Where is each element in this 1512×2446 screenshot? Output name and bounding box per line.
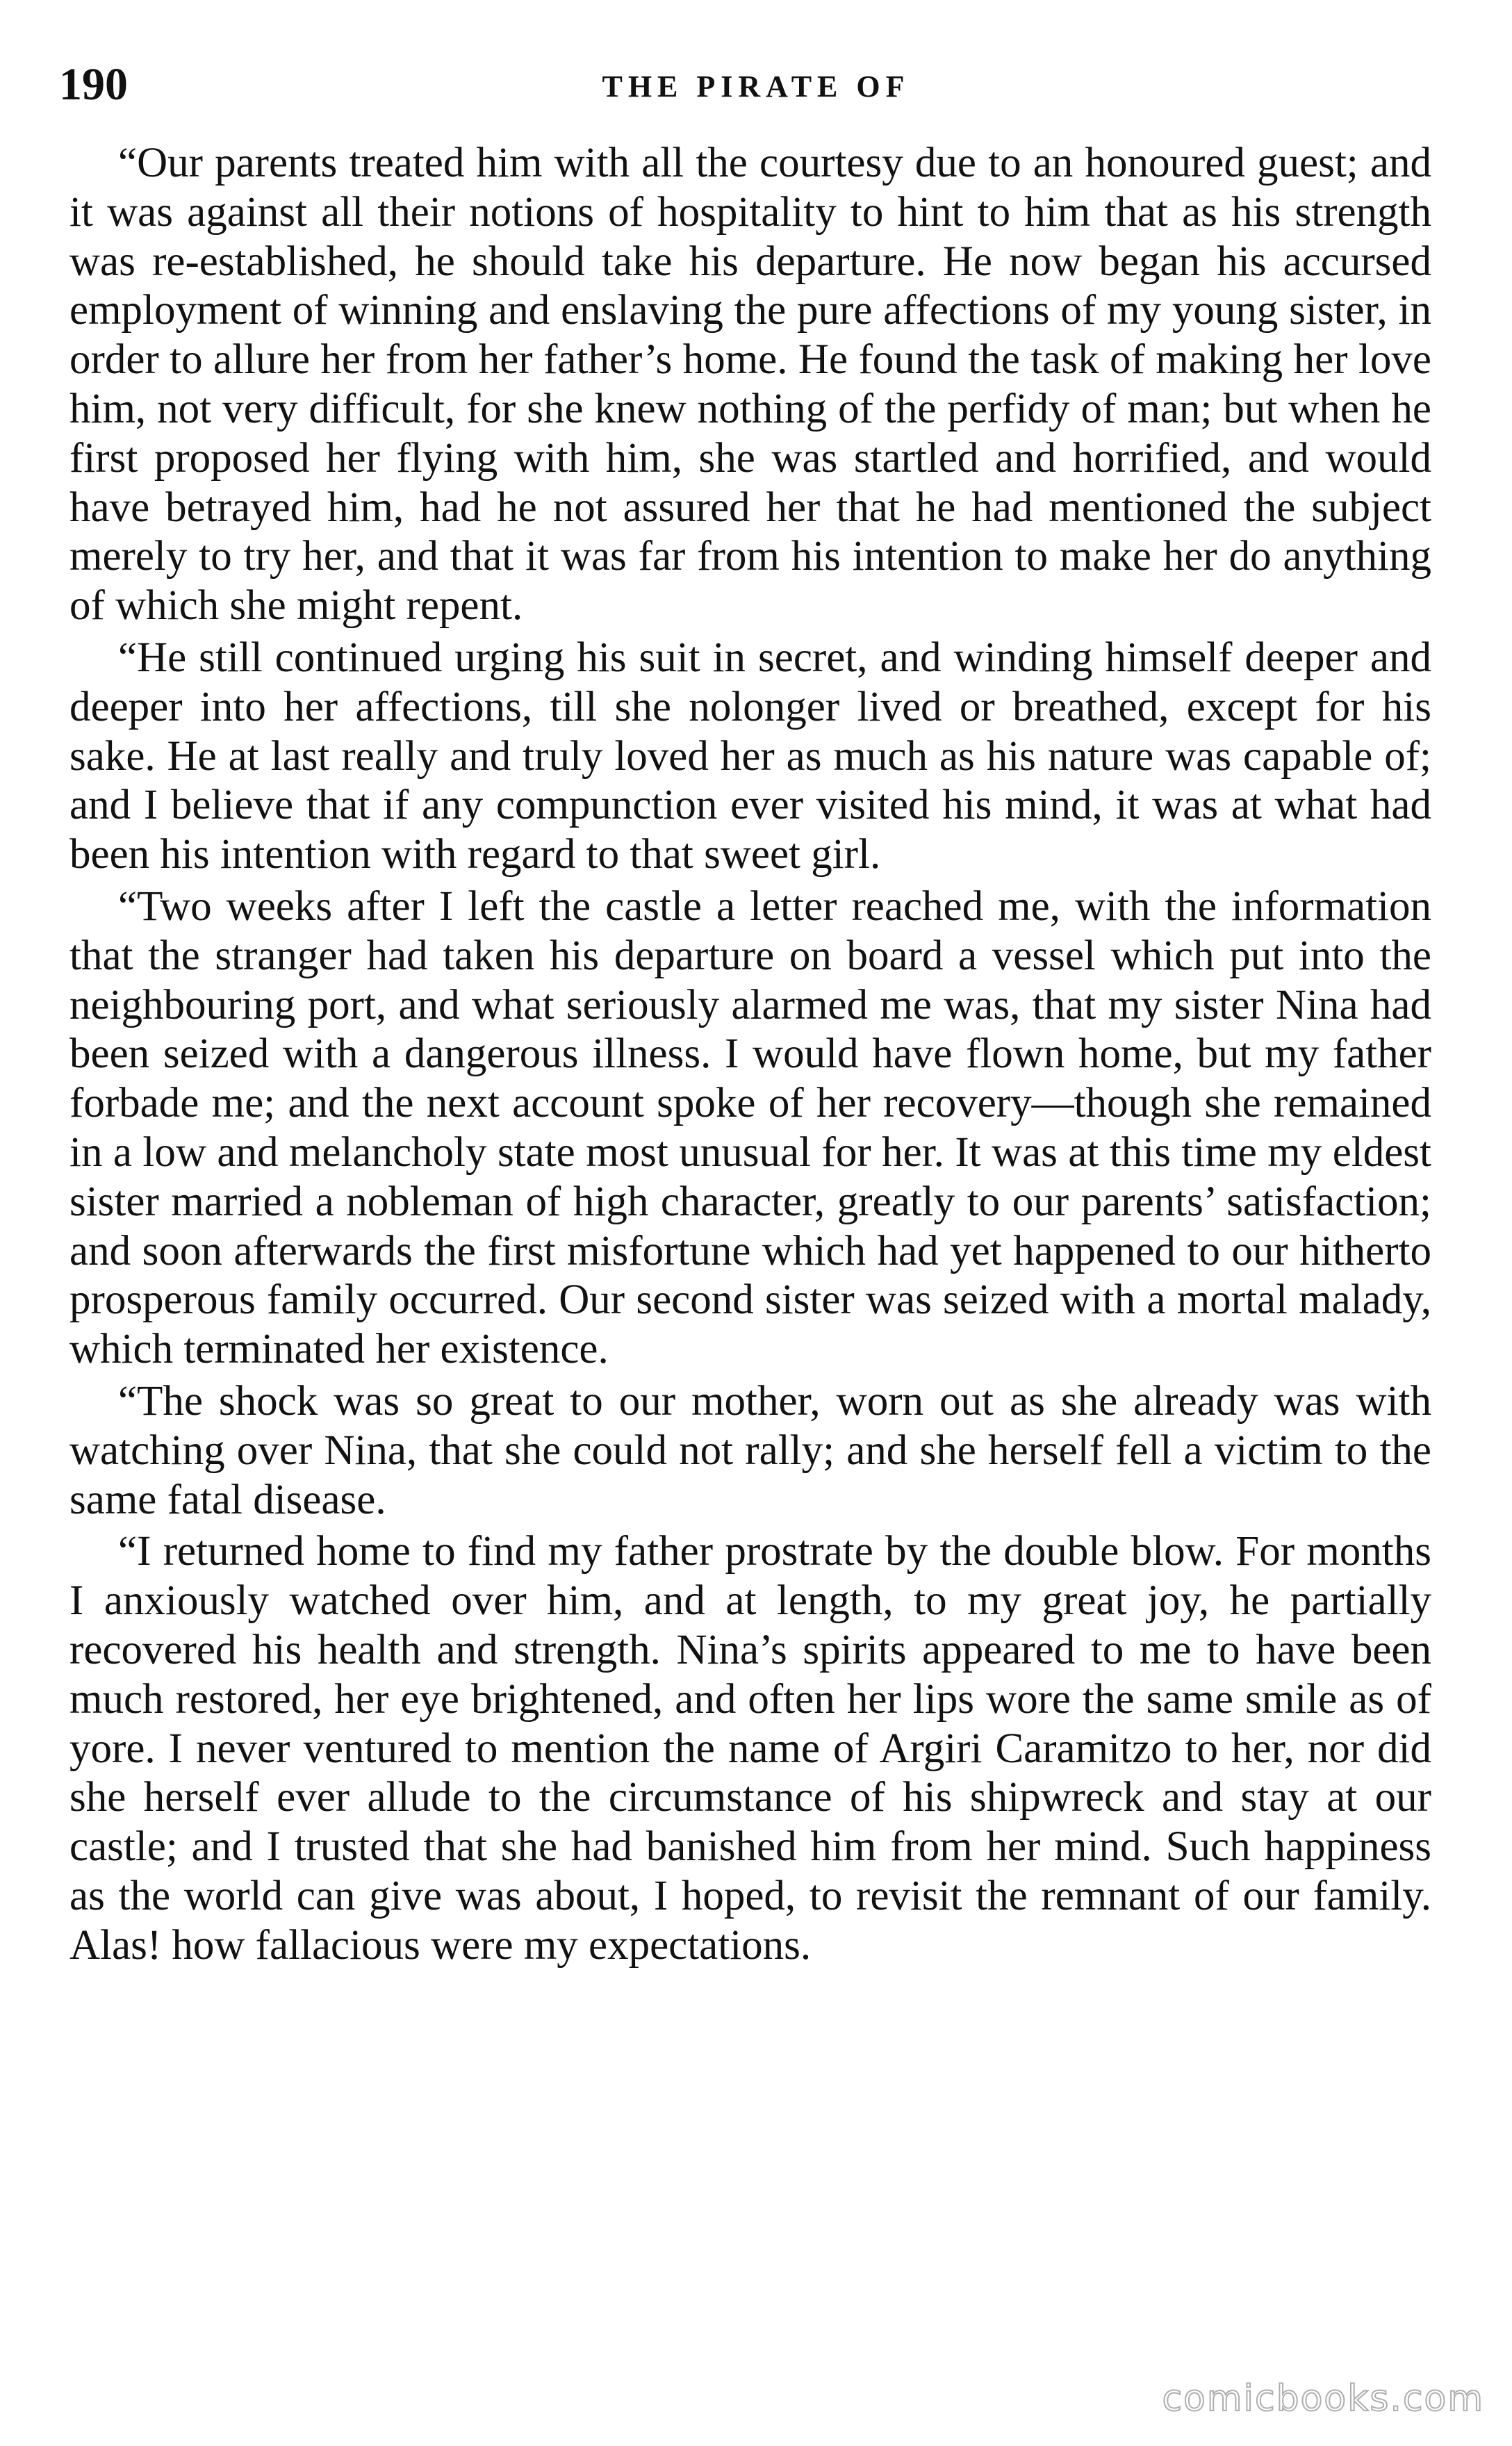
body-text xyxy=(69,139,1431,1973)
running-head: THE PIRATE OF xyxy=(602,69,910,104)
paragraph: “The shock was so great to our mother, worn out as she already was with watching over Nina, that she could not rally; and she herself fell a victim to the same fatal disease. xyxy=(69,1377,1431,1523)
watermark: comicbooks.com xyxy=(1162,2378,1484,2420)
paragraph: “He still continued urging his suit in secret, and winding himself deeper and deeper into her affections, till she nolonger lived or breathed, except for his sake. He at last really and truly loved her as much as his nature was capable of; and I believe that if any compunction ever visited his mind, it was at what had been his intention with regard to that sweet girl. xyxy=(69,634,1431,878)
paragraph: “Two weeks after I left the castle a letter reached me, with the information that the stranger had taken his departure on board a vessel which put into the neighbouring port, and what seriously alarmed me was, that my sister Nina had been seized with a dangerous illness. I would have flown home, but my father forbade me; and the next account spoke of her recovery—though she remained in a low and melancholy state most unusual for her. It was at this time my eldest sister married a nobleman of high character, greatly to our parents’ satisfaction; and soon afterwards the first misfortune which had yet happened to our hitherto prosperous family occurred. Our second sister was seized with a mortal malady, which terminated her existence. xyxy=(69,883,1431,1373)
page-number: 190 xyxy=(59,59,128,110)
page-header xyxy=(0,57,1512,113)
paragraph: “Our parents treated him with all the courtesy due to an honoured guest; and it was against all their notions of hospitality to hint to him that as his strength was re-established, he should take his departure. He now began his accursed employment of winning and enslaving the pure affections of my young sister, in order to allure her from her father’s home. He found the task of making her love him, not very difficult, for she knew nothing of the perfidy of man; but when he first proposed her flying with him, she was startled and horrified, and would have betrayed him, had he not assured her that he had mentioned the subject merely to try her, and that it was far from his intention to make her do anything of which she might repent. xyxy=(69,140,1431,630)
paragraph: “I returned home to find my father prostrate by the double blow. For months I anxiously watched over him, and at length, to my great joy, he partially recovered his health and strength. Nina’s spirits appeared to me to have been much restored, her eye brightened, and often her lips wore the same smile as of yore. I never ventured to mention the name of Argiri Caramitzo to her, nor did she herself ever allude to the circumstance of his shipwreck and stay at our castle; and I trusted that she had banished him from her mind. Such happiness as the world can give was about, I hoped, to revisit the remnant of our family. Alas! how fallacious were my expectations. xyxy=(69,1528,1431,1969)
